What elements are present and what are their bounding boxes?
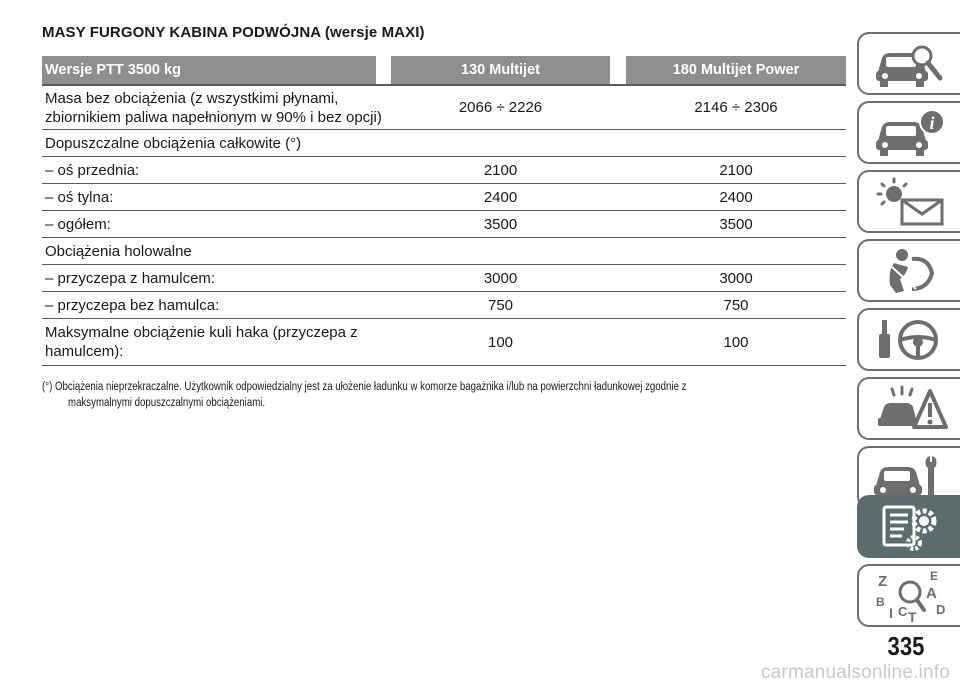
table-row-unbraked-trailer (42, 292, 846, 319)
tab-car-search[interactable] (857, 32, 960, 95)
tab-alphabetical-index[interactable] (857, 564, 960, 627)
row-value-180: 2100 (719, 161, 753, 179)
footnote-line: maksymalnymi dopuszczalnymi obciążeniami. (68, 397, 266, 409)
car-info-icon (872, 107, 948, 159)
car-search-icon (872, 38, 948, 90)
row-label: – przyczepa bez hamulca: (45, 296, 220, 314)
row-label: – przyczepa z hamulcem: (45, 269, 216, 287)
svg-text:Z: Z (877, 572, 887, 590)
tab-warning-lights[interactable] (857, 170, 960, 233)
row-value-130: 3000 (483, 269, 518, 287)
tab-emergency[interactable] (857, 377, 960, 440)
row-label: Obciążenia holowalne (45, 242, 192, 260)
row-label-line: zbiornikiem paliwa napełnionym w 90% i bez opcji) (45, 108, 382, 126)
svg-text:I: I (888, 604, 893, 621)
svg-text:i: i (928, 112, 935, 133)
table-row-permitted-loads (42, 130, 846, 157)
table-row-unladen-mass (42, 86, 846, 130)
row-label: – oś tylna: (45, 188, 114, 206)
row-label (42, 89, 391, 127)
row-value-180: 750 (723, 296, 749, 314)
watermark: carmanualsonline.info (760, 662, 950, 683)
row-value-130: 100 (487, 333, 514, 351)
alphabet-index-icon (872, 570, 948, 622)
table-header (42, 56, 846, 84)
row-value-180: 3000 (719, 269, 753, 287)
row-value-180: 2146 ÷ 2306 (694, 99, 778, 116)
page-title: MASY FURGONY KABINA PODWÓJNA (wersje MAXI) (42, 24, 425, 41)
row-label: – oś przednia: (45, 161, 140, 179)
row-label (42, 323, 391, 361)
row-value-130: 2066 ÷ 2226 (458, 99, 543, 116)
row-value-130: 750 (487, 296, 514, 314)
row-value-130: 2100 (483, 161, 518, 179)
svg-text:E: E (929, 569, 938, 583)
mass-spec-table (42, 56, 846, 366)
footnote (42, 379, 802, 411)
row-label-line: hamulcem): (45, 343, 124, 360)
table-row-towable-loads (42, 238, 846, 265)
svg-text:B: B (875, 594, 885, 609)
header-version: Wersje PTT 3500 kg (42, 56, 376, 84)
table-row-tow-ball-load (42, 319, 846, 366)
row-label: – ogółem: (45, 215, 111, 233)
footnote-line: (°) Obciążenia nieprzekraczalne. Użytkownik odpowiedzialny jest za ułożenie ładunku w komorze bagażnika i/lub na powierzchni ładunkowej zgodnie z (42, 381, 687, 393)
row-label-line: Maksymalne obciążenie kuli haka (przyczepa z (45, 324, 358, 341)
row-label: Dopuszczalne obciążenia całkowite (°) (45, 134, 302, 152)
table-row-front-axle (42, 157, 846, 184)
row-value-180: 3500 (719, 215, 753, 233)
row-value-180: 2400 (719, 188, 753, 206)
row-label-line: Masa bez obciążenia (z wszystkimi płynami, (45, 89, 339, 107)
tab-technical-specs[interactable] (857, 495, 960, 558)
table-row-total (42, 211, 846, 238)
table-row-braked-trailer (42, 265, 846, 292)
row-value-130: 2400 (483, 188, 518, 206)
warning-light-envelope-icon (872, 176, 948, 228)
tab-safety[interactable] (857, 239, 960, 302)
row-value-180: 100 (723, 333, 749, 351)
svg-text:T: T (907, 608, 917, 622)
svg-text:A: A (925, 584, 937, 602)
table-row-rear-axle (42, 184, 846, 211)
svg-text:C: C (897, 603, 907, 619)
warning-triangle-car-icon (872, 383, 948, 435)
specs-gear-icon (872, 501, 948, 553)
row-value-130: 3500 (483, 215, 518, 233)
header-130-multijet: 130 Multijet (391, 56, 610, 84)
airbag-passenger-icon (872, 245, 948, 297)
header-180-multijet-power: 180 Multijet Power (626, 56, 846, 84)
svg-text:D: D (935, 601, 945, 617)
page-number: 335 (887, 631, 925, 661)
tab-starting-driving[interactable] (857, 308, 960, 371)
steering-wheel-key-icon (872, 314, 948, 366)
tab-car-info[interactable] (857, 101, 960, 164)
